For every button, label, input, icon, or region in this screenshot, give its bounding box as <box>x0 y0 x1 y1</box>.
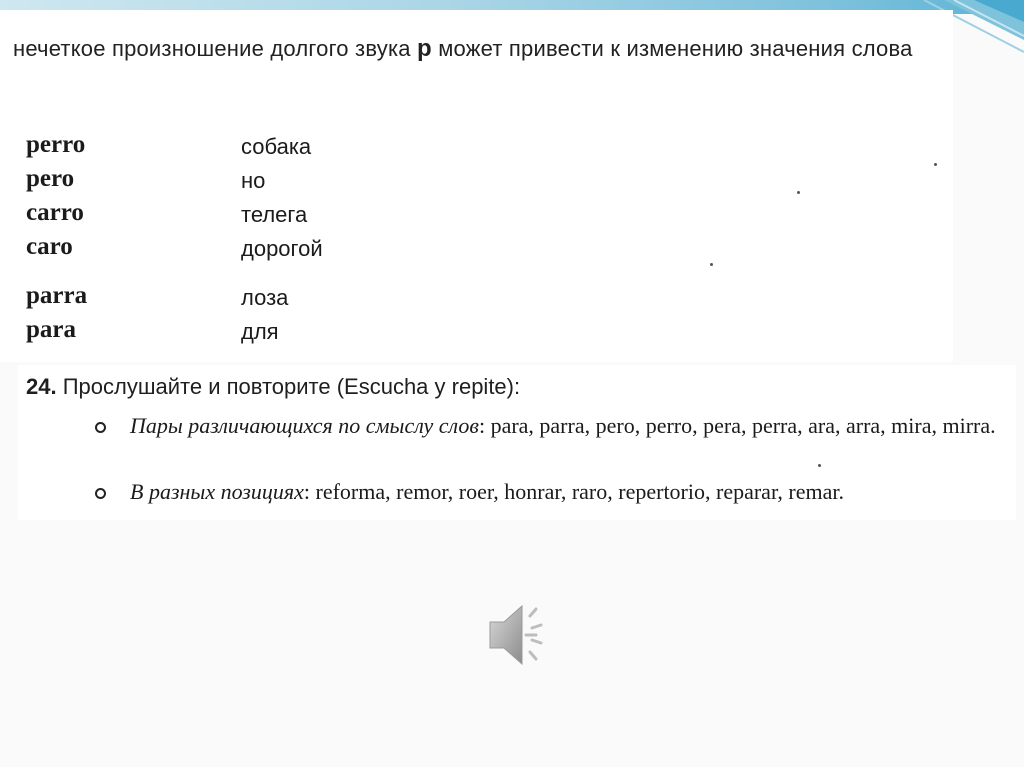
speaker-icon[interactable] <box>488 602 558 668</box>
pair-word-spanish: carro <box>26 199 84 226</box>
pair-word-russian: но <box>241 168 266 193</box>
pair-word-spanish: caro <box>26 233 73 260</box>
intro-text-before: нечеткое произношение долгого звука <box>13 36 418 61</box>
pair-word-russian: телега <box>241 202 308 227</box>
scan-speck <box>818 464 821 467</box>
pair-word-russian: собака <box>241 134 312 159</box>
pair-word-spanish: para <box>26 316 76 343</box>
scan-speck <box>797 191 800 194</box>
bullet-words: : reforma, remor, roer, honrar, raro, repertorio, reparar, remar. <box>303 479 844 504</box>
pair-word-russian: лоза <box>241 285 289 310</box>
intro-bold-letter: р <box>417 35 432 62</box>
pair-word-spanish: perro <box>26 131 86 158</box>
bullet-icon <box>95 422 106 433</box>
pair-word-russian: для <box>241 319 279 344</box>
scan-speck <box>934 163 937 166</box>
exercise-heading <box>26 374 520 400</box>
bullet-icon <box>95 488 106 499</box>
exercise-instruction: Прослушайте и повторите (Escucha y repite): <box>62 374 521 399</box>
bullet-label: Пары различающихся по смыслу слов <box>130 413 479 438</box>
intro-text-after: может привести к изменению значения слова <box>431 36 913 61</box>
bullet-words: : para, parra, pero, perro, pera, perra, ara, arra, mira, mirra. <box>478 413 996 438</box>
bullet-label: В разных позициях <box>130 479 304 504</box>
bullet-item <box>130 475 1005 509</box>
scan-speck <box>710 263 713 266</box>
pair-word-spanish: parra <box>26 282 88 309</box>
exercise-number: 24. <box>26 374 57 399</box>
pair-word-russian: дорогой <box>241 236 323 261</box>
intro-paragraph <box>13 34 948 64</box>
pair-word-spanish: pero <box>26 165 75 192</box>
bullet-item <box>130 409 1005 443</box>
